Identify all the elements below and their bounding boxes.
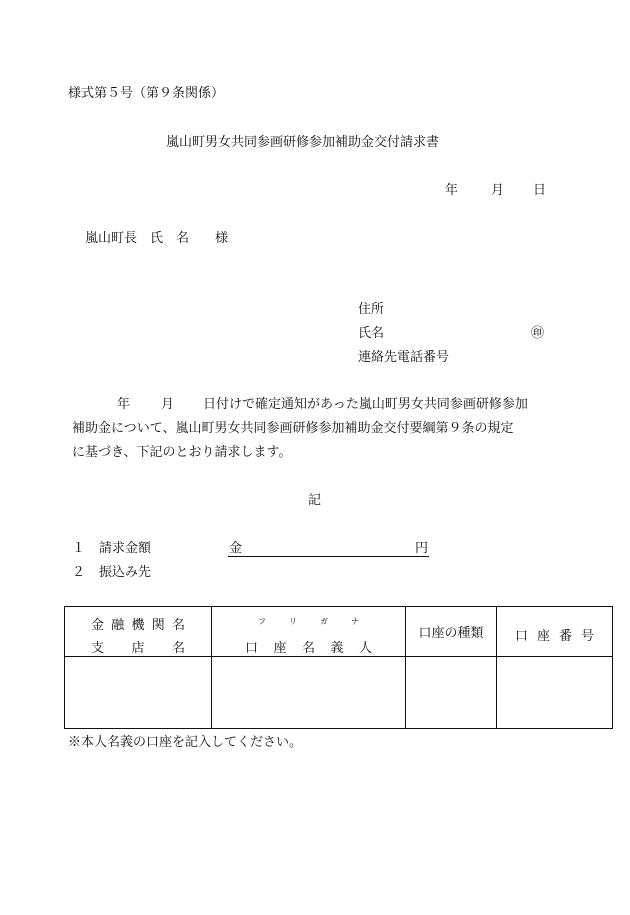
bank-name-input-cell[interactable] <box>65 657 212 729</box>
account-holder-input-cell[interactable] <box>212 657 406 729</box>
bank-name-header <box>65 607 212 657</box>
account-holder-header <box>212 607 406 657</box>
addressee: 嵐山町長 氏 名 様 <box>85 231 229 246</box>
phone-label: 連絡先電話番号 <box>358 350 450 365</box>
form-number: 様式第５号（第９条関係） <box>68 86 225 101</box>
account-type-label: 口座の種類 <box>418 626 484 641</box>
date-year-label: 年 <box>445 183 459 198</box>
furigana-label: フ リ ガ ナ <box>258 617 359 626</box>
address-label: 住所 <box>358 302 385 317</box>
account-number-header <box>497 607 613 657</box>
branch-name-label: 支 店 名 <box>91 641 185 656</box>
bank-account-table <box>64 606 613 729</box>
table-header-row <box>65 607 613 657</box>
account-type-input-cell[interactable] <box>406 657 497 729</box>
body-line-1: 日付けで確定通知があった嵐山町男女共同参画研修参加 <box>203 397 528 412</box>
account-type-header <box>406 607 497 657</box>
account-number-input-cell[interactable] <box>497 657 613 729</box>
account-number-label: 口 座 番 号 <box>515 629 594 644</box>
body-line-3: に基づき、下記のとおり請求します。 <box>72 445 292 460</box>
date-month-label: 月 <box>491 183 505 198</box>
seal-mark: ㊞ <box>531 326 545 341</box>
ki-heading: 記 <box>308 493 322 508</box>
name-label: 氏名 <box>358 326 385 341</box>
table-input-row <box>65 657 613 729</box>
amount-unit: 円 <box>414 541 428 556</box>
body-month-label: 月 <box>161 397 175 412</box>
account-holder-label: 口 座 名 義 人 <box>245 641 372 656</box>
amount-field[interactable] <box>228 541 429 557</box>
body-line-2: 補助金について、嵐山町男女共同参画研修参加補助金交付要綱第９条の規定 <box>72 421 514 436</box>
footnote: ※本人名義の口座を記入してください。 <box>68 735 303 750</box>
item-label: 振込み先 <box>99 565 152 580</box>
body-year-label: 年 <box>117 397 131 412</box>
amount-prefix: 金 <box>229 541 243 556</box>
item-number: １ <box>72 541 86 556</box>
date-day-label: 日 <box>533 183 547 198</box>
item-label: 請求金額 <box>99 541 152 556</box>
item-number: ２ <box>72 565 86 580</box>
document-title: 嵐山町男女共同参画研修参加補助金交付請求書 <box>166 135 440 150</box>
bank-name-label: 金 融 機 関 名 <box>91 618 185 633</box>
